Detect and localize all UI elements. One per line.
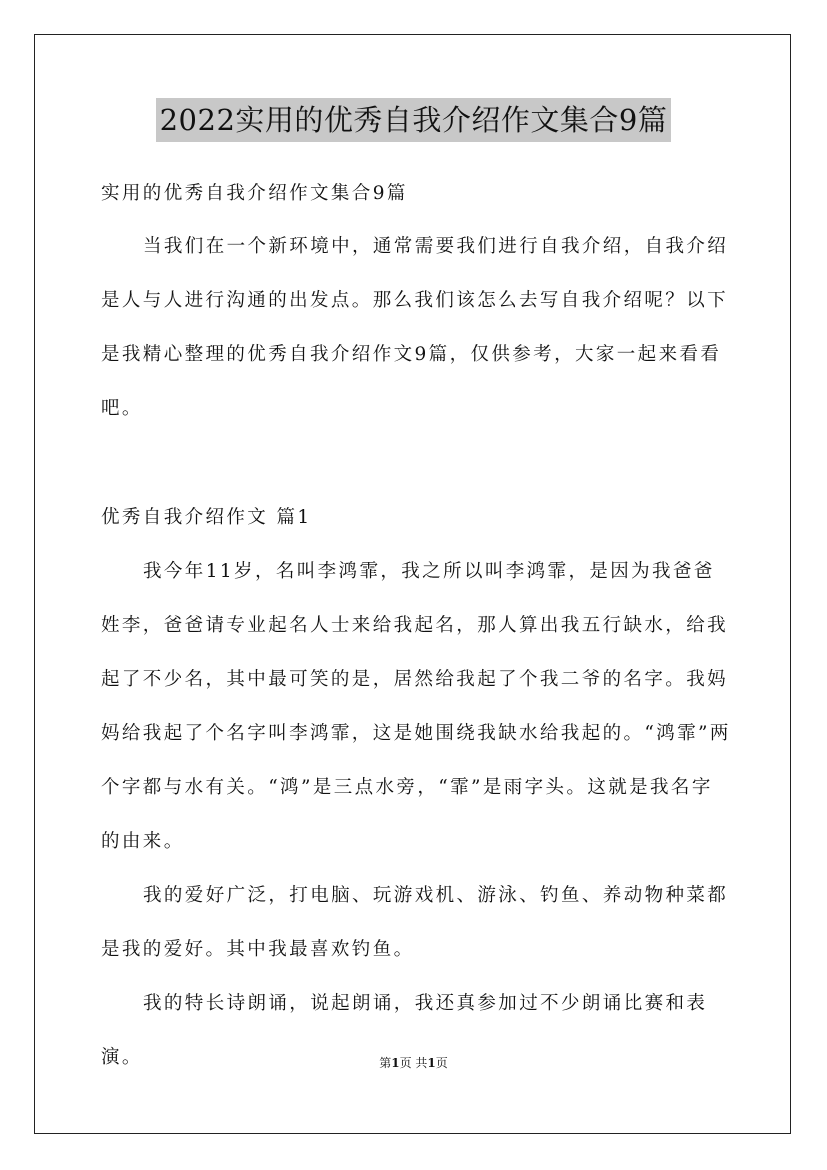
section1-paragraph-2: 我的爱好广泛，打电脑、玩游戏机、游泳、钓鱼、养动物种菜都是我的爱好。其中我最喜欢钓鱼。 bbox=[101, 885, 729, 960]
intro-paragraph: 当我们在一个新环境中，通常需要我们进行自我介绍，自我介绍是人与人进行沟通的出发点。那么我们该怎么去写自我介绍呢？以下是我精心整理的优秀自我介绍作文9篇，仅供参考，大家一起来看看吧。 bbox=[101, 236, 729, 419]
footer-page-suffix: 页 共 bbox=[399, 1056, 428, 1070]
section1-paragraph-3: 我的特长诗朗诵，说起朗诵，我还真参加过不少朗诵比赛和表演。 bbox=[101, 993, 708, 1068]
footer-page-prefix: 第 bbox=[379, 1056, 392, 1070]
section1-paragraph-1: 我今年11岁，名叫李鸿霏，我之所以叫李鸿霏，是因为我爸爸姓李，爸爸请专业起名人士来给我起名，那人算出我五行缺水，给我起了不少名，其中最可笑的是，居然给我起了个我二爷的名字。我妈妈给我起了个名字叫李鸿霏，这是她围绕我缺水给我起的。“鸿霏”两个字都与水有关。“鸿”是三点水旁，“霏”是雨字头。这就是我名字的由来。 bbox=[101, 561, 731, 852]
title-container bbox=[0, 98, 827, 142]
document-subtitle: 实用的优秀自我介绍作文集合9篇 bbox=[101, 183, 408, 204]
footer-total-suffix: 页 bbox=[435, 1056, 448, 1070]
page-footer bbox=[0, 1053, 827, 1073]
footer-page-number: 1 bbox=[391, 1056, 400, 1070]
footer-total-pages: 1 bbox=[427, 1056, 436, 1070]
section-heading-1: 优秀自我介绍作文 篇1 bbox=[101, 507, 312, 528]
document-title: 2022实用的优秀自我介绍作文集合9篇 bbox=[156, 98, 672, 142]
